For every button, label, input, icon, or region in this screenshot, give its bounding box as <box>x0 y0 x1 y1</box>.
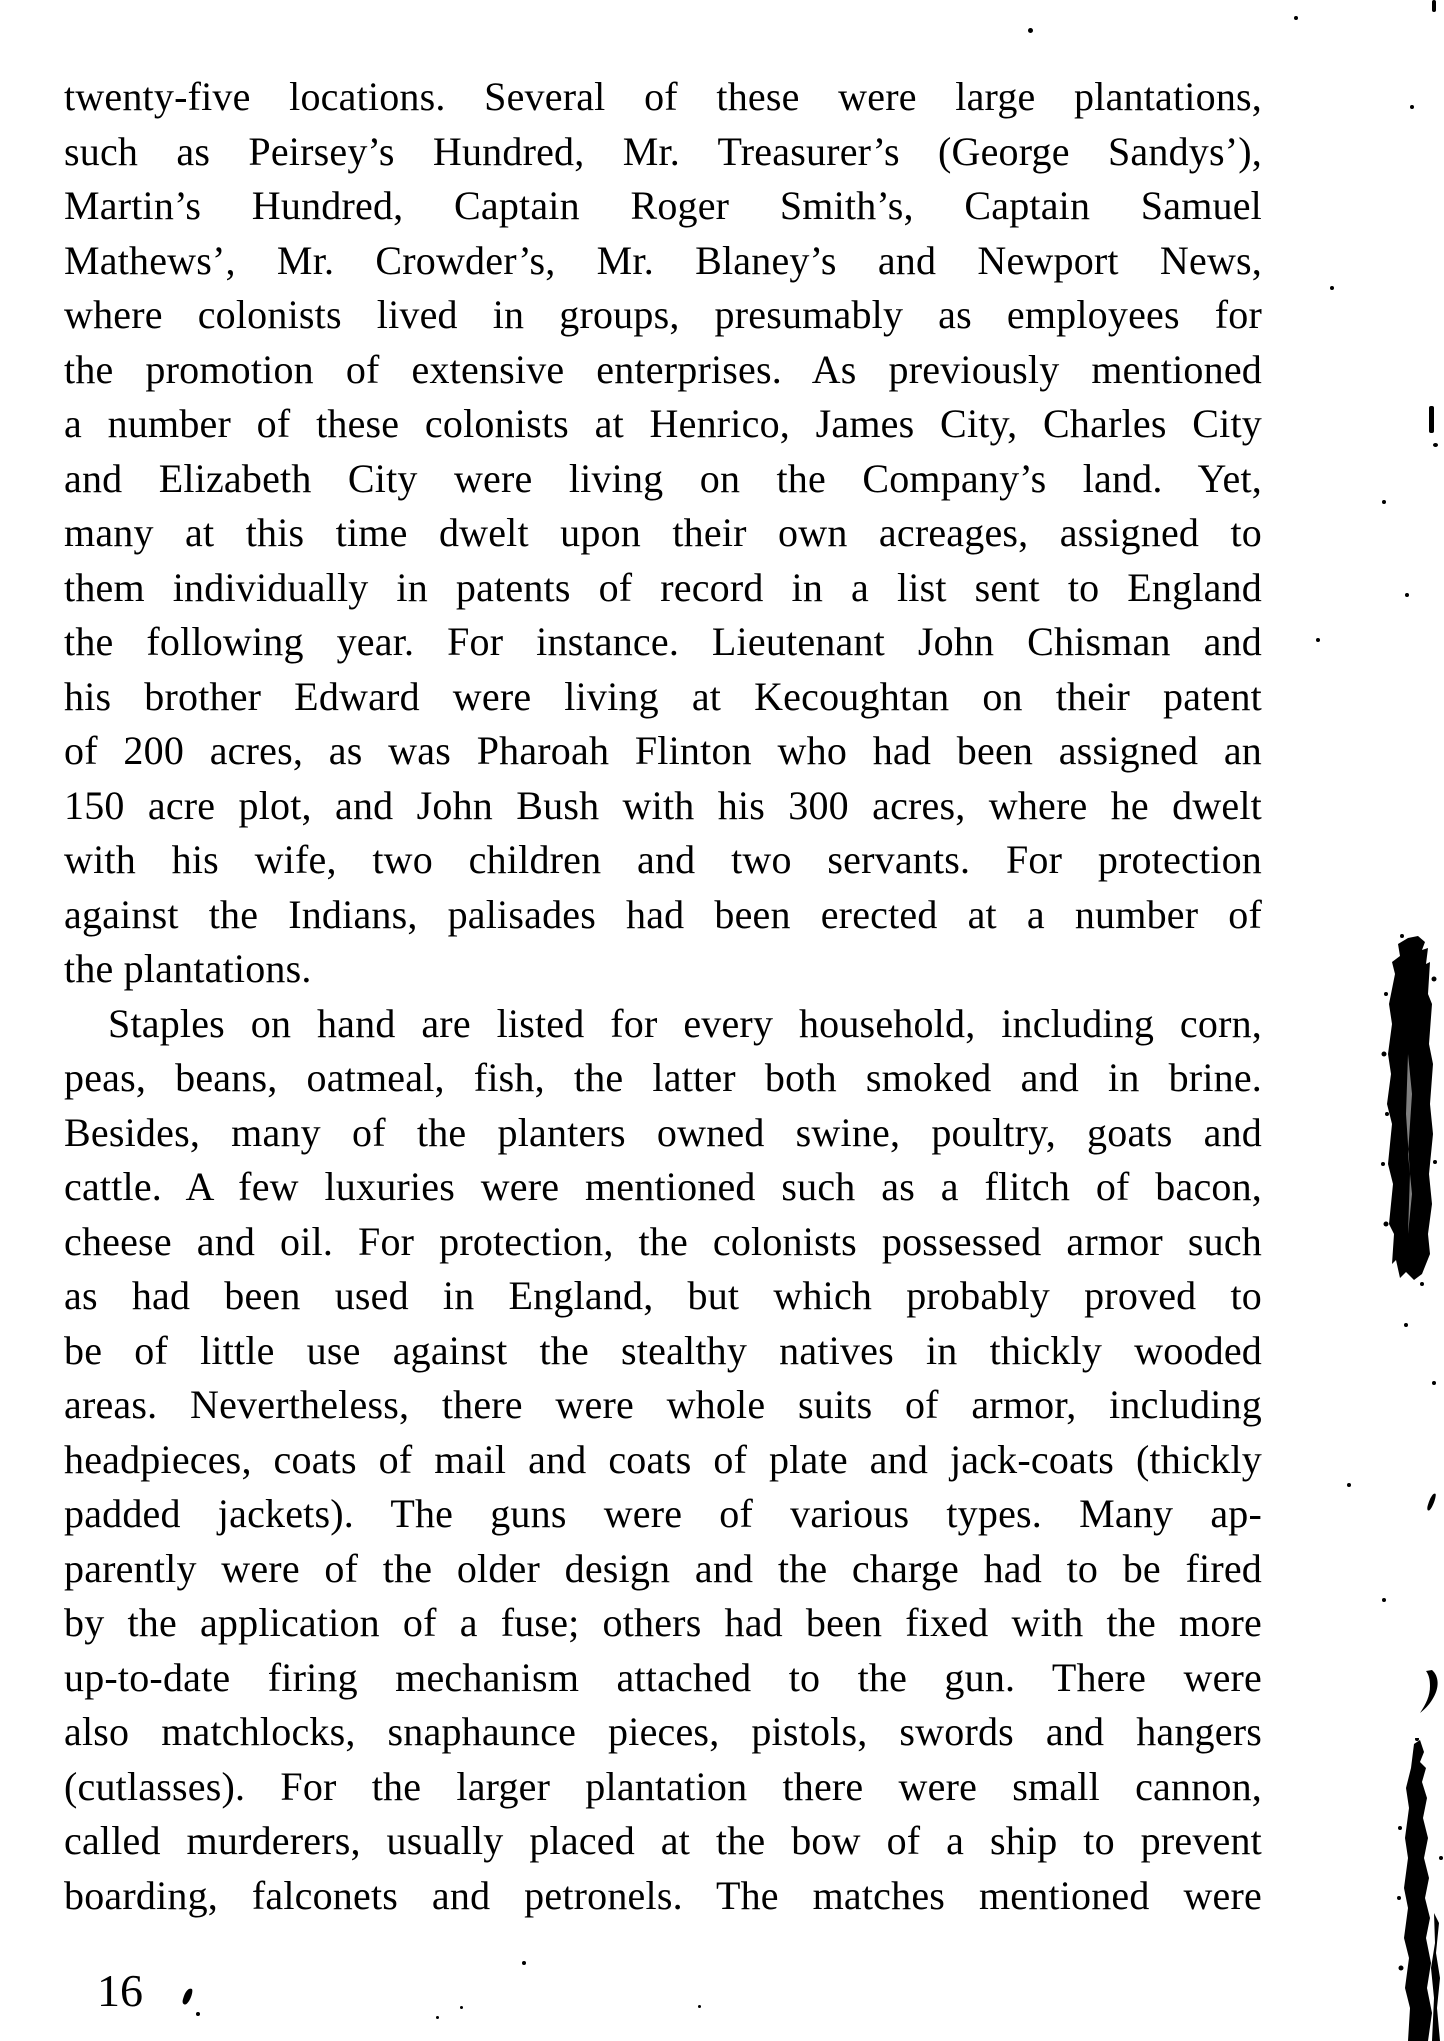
text-line: with his wife, two children and two servants. For protection <box>64 837 1262 882</box>
ink-speck <box>1347 1483 1351 1487</box>
ink-speck <box>1410 105 1414 109</box>
ink-tick-mark <box>1429 406 1434 433</box>
text-line: against the Indians, palisades had been erected at a number of <box>64 891 1262 937</box>
ink-speck <box>182 1987 194 2005</box>
text-line: the promotion of extensive enterprises. As previously mentioned <box>64 346 1262 392</box>
text-line: (cutlasses). For the larger plantation there were small cannon, <box>64 1763 1262 1809</box>
ink-speck <box>1316 638 1320 642</box>
ink-speck <box>698 2005 701 2008</box>
text-line: Mathews’, Mr. Crowder’s, Mr. Blaney’s and Newport News, <box>64 237 1262 283</box>
ink-speck <box>1404 1323 1408 1327</box>
ink-smudge-middle <box>1378 934 1438 1286</box>
text-line: padded jackets). The guns were of various types. Many ap- <box>64 1491 1262 1536</box>
ink-speck <box>196 2012 200 2016</box>
text-line: such as Peirsey’s Hundred, Mr. Treasurer’s (George Sandys’), <box>64 128 1262 174</box>
text-line: them individually in patents of record in a list sent to England <box>64 564 1262 610</box>
text-line: cheese and oil. For protection, the colonists possessed armor such <box>64 1218 1262 1264</box>
paragraph-start-line: Staples on hand are listed for every household, including corn, <box>108 1000 1262 1046</box>
text-line: where colonists lived in groups, presumably as employees for <box>64 292 1262 337</box>
ink-speck <box>1294 16 1298 20</box>
page-number: 16 <box>97 1965 143 2016</box>
text-line: and Elizabeth City were living on the Company’s land. Yet, <box>64 455 1262 501</box>
ink-speck <box>1433 443 1438 447</box>
ink-speck <box>1330 286 1334 290</box>
text-line: twenty-five locations. Several of these were large plantations, <box>64 74 1262 119</box>
text-line: the following year. For instance. Lieutenant John Chisman and <box>64 619 1262 664</box>
text-line: be of little use against the stealthy natives in thickly wooded <box>64 1327 1262 1373</box>
text-line: a number of these colonists at Henrico, James City, Charles City <box>64 401 1262 446</box>
text-line: headpieces, coats of mail and coats of plate and jack-coats (thickly <box>64 1436 1262 1482</box>
ink-speck <box>1432 0 1436 12</box>
ink-speck <box>1382 500 1386 504</box>
ink-speck <box>1432 1381 1436 1385</box>
text-line: also matchlocks, snaphaunce pieces, pistols, swords and hangers <box>64 1709 1262 1754</box>
text-line: by the application of a fuse; others had been fixed with the more <box>64 1600 1262 1645</box>
text-line: up-to-date firing mechanism attached to the gun. There were <box>64 1654 1262 1700</box>
text-line: Besides, many of the planters owned swine, poultry, goats and <box>64 1109 1262 1155</box>
paragraph-end-line: the plantations. <box>64 946 312 991</box>
ink-speck <box>460 2006 463 2009</box>
text-line: called murderers, usually placed at the bow of a ship to prevent <box>64 1818 1262 1863</box>
ink-speck <box>522 1961 526 1965</box>
text-line: his brother Edward were living at Kecoughtan on their patent <box>64 673 1262 719</box>
body-text <box>64 70 1262 1923</box>
text-line: cattle. A few luxuries were mentioned such as a flitch of bacon, <box>64 1164 1262 1209</box>
text-line: 150 acre plot, and John Bush with his 300 acres, where he dwelt <box>64 782 1262 828</box>
text-line: many at this time dwelt upon their own acreages, assigned to <box>64 510 1262 555</box>
text-line: as had been used in England, but which probably proved to <box>64 1273 1262 1318</box>
ink-speck <box>1382 1598 1386 1602</box>
text-line: peas, beans, oatmeal, fish, the latter both smoked and in brine. <box>64 1055 1262 1100</box>
text-line: areas. Nevertheless, there were whole suits of armor, including <box>64 1382 1262 1427</box>
ink-hook-mark <box>1418 1670 1442 1714</box>
text-line: Martin’s Hundred, Captain Roger Smith’s, Captain Samuel <box>64 183 1262 228</box>
ink-speck <box>1405 593 1409 597</box>
ink-speck <box>1426 1493 1436 1512</box>
ink-smudge-bottom <box>1392 1738 1444 2041</box>
text-line: of 200 acres, as was Pharoah Flinton who had been assigned an <box>64 728 1262 773</box>
ink-speck <box>1028 28 1033 33</box>
ink-speck <box>436 2016 439 2019</box>
text-line: boarding, falconets and petronels. The matches mentioned were <box>64 1872 1262 1918</box>
text-line: parently were of the older design and the charge had to be fired <box>64 1545 1262 1591</box>
